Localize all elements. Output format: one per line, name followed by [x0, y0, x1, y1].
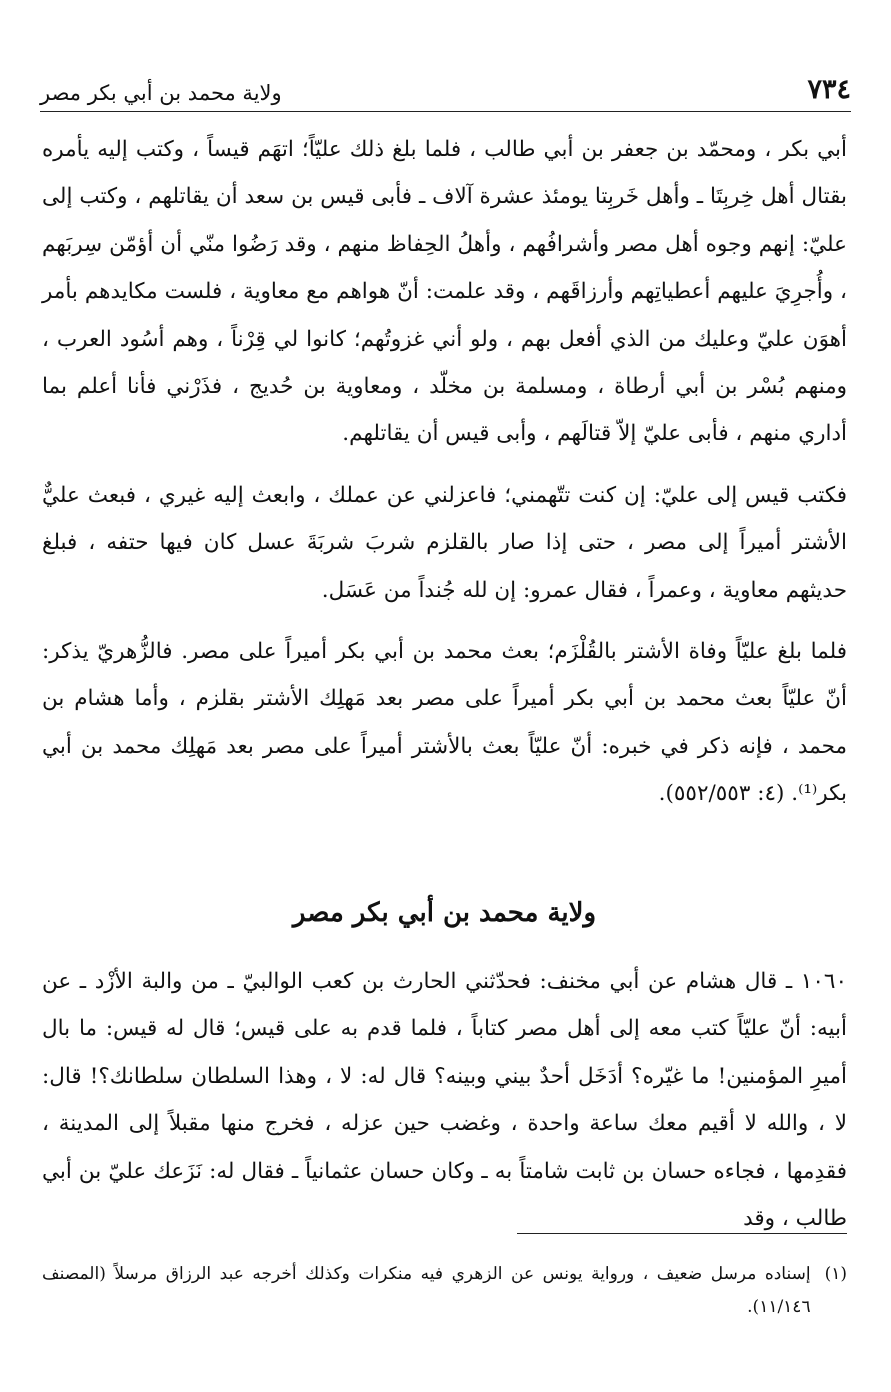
paragraph-3: فلما بلغ عليّاً وفاة الأشتر بالقُلْزَم؛ بعث محمد بن أبي بكر أميراً على مصر. فالزُّهريّ يذكر: أنّ عليّاً بعث محمد بن أبي بكر أميراً على مصر بعد مَهلِك الأشتر بقلزم ، وأما هشام بن محمد ، فإنه ذكر في خبره: أنّ عليّاً بعث بالأشتر أميراً على مصر بعد مَهلِك محمد بن أبي بكر⁽¹⁾. (٤: ٥٥٢/٥٥٣).: [42, 639, 847, 807]
section-body: [42, 958, 847, 1242]
main-text: [42, 126, 847, 818]
section-paragraph: ١٠٦٠ ـ قال هشام عن أبي مخنف: فحدّثني الحارث بن كعب الوالبيّ ـ من والبة الأزْد ـ عن أبيه: أنّ عليّاً كتب معه إلى أهل مصر كتاباً ، فلما قدم به على قيس؛ قال له قيس: ما بال أميرِ المؤمنين! ما غيّره؟ أدَخَل أحدٌ بيني وبينه؟ قال له: لا ، وهذا السلطان سلطانك؟! قال: لا ، والله لا أقيم معك ساعة واحدة ، وغضب حين عزله ، فخرج منها مقبلاً إلى المدينة ، فقدِمها ، فجاءه حسان بن ثابت شامتاً به ـ وكان حسان عثمانياً ـ فقال له: نَزَعك عليّ بن أبي طالب ، وقد: [42, 969, 847, 1232]
page-number: ٧٣٤: [807, 74, 851, 105]
section-heading: ولاية محمد بن أبي بكر مصر: [292, 898, 597, 928]
paragraph-1: أبي بكر ، ومحمّد بن جعفر بن أبي طالب ، فلما بلغ ذلك عليّاً؛ اتهَم قيساً ، وكتب إليه يأمره بقتال أهل خِربِتَا ـ وأهل خَربِتا يومئذ عشرة آلاف ـ فأبى قيس بن سعد أن يقاتلهم ، وكتب إلى عليّ: إنهم وجوه أهل مصر وأشرافُهم ، وأهلُ الحِفاظ منهم ، وقد رَضُوا منّي أن أؤمّن سِربَهم ، وأُجرِيَ عليهم أعطياتِهم وأرزاقَهم ، وقد علمت: أنّ هواهم مع معاوية ، فلست مكايدهم بأمر أهوَن عليّ وعليك من الذي أفعل بهم ، ولو أني غزوتُهم؛ كانوا لي قِرْناً ، وهم أسُود العرب ، ومنهم بُسْر بن أبي أرطاة ، ومسلمة بن مخلّد ، ومعاوية بن حُديج ، فذَرْني فأنا أعلم بما أداري منهم ، فأبى عليّ إلاّ قتالَهم ، وأبى قيس أن يقاتلهم.: [42, 137, 847, 447]
paragraph-2: فكتب قيس إلى عليّ: إن كنت تتّهمني؛ فاعزلني عن عملك ، وابعث إليه غيري ، فبعث عليٌّ الأشتر أميراً إلى مصر ، حتى إذا صار بالقلزم شربَ شربَةَ عسل كان فيها حتفه ، فبلغ حديثهم معاوية ، وعمراً ، فقال عمرو: إن لله جُنداً من عَسَل.: [42, 482, 847, 603]
running-header: [40, 62, 851, 112]
footnote-text: إسناده مرسل ضعيف ، ورواية يونس عن الزهري فيه منكرات وكذلك أخرجه عبد الرزاق مرسلاً (المصنف ١١/١٤٦).: [42, 1264, 811, 1317]
footnote-marker: (١): [824, 1264, 847, 1284]
footnote: [42, 1258, 847, 1324]
footnote-divider: [517, 1233, 847, 1234]
running-title: ولاية محمد بن أبي بكر مصر: [40, 81, 282, 105]
